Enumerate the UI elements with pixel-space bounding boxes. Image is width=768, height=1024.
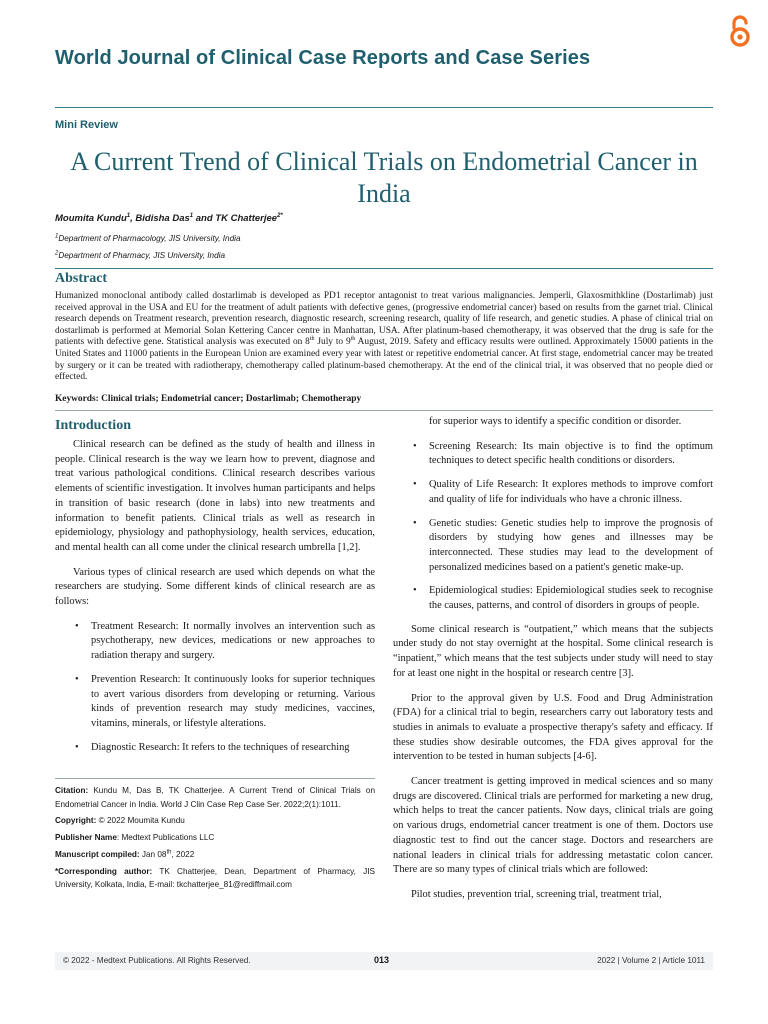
abstract-text — [55, 291, 713, 384]
publisher-text: : Medtext Publications LLC — [116, 833, 215, 843]
author-separator: and — [193, 213, 216, 224]
affiliation — [55, 251, 225, 260]
left-column — [55, 418, 375, 764]
abstract-text-part: July to 9 — [314, 337, 351, 348]
list-item: • Prevention Research: It continuously looks for superior techniques to avert various disorders from developing or returning. Various kinds of prevention research may study medicines, vaccines, vitamins, minerals, or lifestyle alterations. — [55, 673, 375, 732]
list-item: • Diagnostic Research: It refers to the techniques of researching — [55, 741, 375, 756]
citation-box — [55, 784, 375, 895]
ordinal-suffix: th — [166, 849, 172, 856]
affiliation-text: Department of Pharmacy, JIS University, India — [58, 251, 226, 260]
corresponding-text: TK Chatterjee, Dean, Department of Pharmacy, JIS University, Kolkata, India, E-mail: tkchatterjee_81@rediffmail.com — [55, 866, 375, 890]
citation-label: Citation: — [55, 786, 89, 795]
article-title: A Current Trend of Clinical Trials on Endometrial Cancer in India — [70, 147, 698, 208]
copyright — [55, 814, 375, 828]
citation — [55, 784, 375, 811]
list-item: • Screening Research: Its main objective is to find the optimum techniques to detect specific health conditions or disorders. — [393, 440, 713, 469]
ordinal-suffix: th — [309, 336, 315, 343]
ordinal-suffix: th — [350, 336, 356, 343]
affiliation-mark: 2 — [55, 250, 59, 257]
author-affiliation-mark: 1 — [126, 212, 131, 219]
manuscript-label: Manuscript compiled: — [55, 849, 140, 859]
right-column — [393, 415, 713, 913]
author-affiliation-mark: 2* — [277, 212, 283, 219]
list-item: • Quality of Life Research: It explores methods to improve comfort and quality of life for individuals who have a chronic illness. — [393, 478, 713, 507]
abstract-text-part: August, 2019. Safety and efficacy results were outlined. Approximately 15000 patients in the United States and 11000 patients in the European Union are examined every year with latest or repetitive endometrial cancer. At first stage, endometrial cancer may be treated by surgery or it can be treated with radiotherapy, chemotherapy called platinum-based chemotherapy. At the end of the clinical trial, it was observed that no people died or effected. — [55, 337, 713, 383]
citation-text: Kundu M, Das B, TK Chatterjee. A Current Trend of Clinical Trials on Endometrial Cancer in India. World J Clin Case Rep Case Ser. 2022;2(1):1011. — [55, 786, 375, 809]
manuscript-compiled — [55, 848, 375, 862]
affiliation-mark: 1 — [55, 233, 59, 240]
manuscript-date: Jan 08 — [139, 849, 167, 859]
citation-divider — [55, 778, 375, 779]
abstract-heading: Abstract — [55, 271, 108, 286]
list-item-continuation: for superior ways to identify a specific condition or disorder. — [429, 416, 682, 427]
author-name: Bidisha Das — [135, 213, 190, 224]
list-item: • Genetic studies: Genetic studies help to improve the prognosis of disorders by studying how genes and illnesses may be interconnected. These studies may lead to the development of personalized medicines based on a patient's genetic make-up. — [393, 517, 713, 576]
affiliation — [55, 234, 241, 243]
body-paragraph: Some clinical research is “outpatient,” which means that the subjects under study do not stay overnight at the hospital. Some clinical research is “inpatient,” which means that the test subjects under study will need to stay for at least one night in the hospital or research centre [3]. — [393, 623, 713, 679]
article-type: Mini Review — [55, 119, 118, 131]
author-affiliation-mark: 1 — [189, 212, 194, 219]
page-footer — [55, 952, 713, 970]
manuscript-date-year: , 2022 — [171, 849, 195, 859]
abstract-text-part: Humanized monoclonal antibody called dostarlimab is developed as PD1 receptor antagonist to treat various malignancies. Jemperli, Glaxosmithkline (Dostarlimab) just received approval in the USA and EU for the treatment of adult patients with defective genes, (progressive endometrial cancer) based on results from the garnet trial. Clinical research depends on Treatment research, prevention research, diagnostic research, screening research, quality of life research, and genetic studies. A phase of clinical trial on dostarlimab is performed at Memorial Solan Kettering Cancer centre in Manhattan, USA. After platinum-based chemotherapy, it was observed that the drug is safe for the patients with defective gene. Statistical analysis was executed on 8 — [55, 291, 713, 348]
footer-copyright: © 2022 - Medtext Publications. All Rights Reserved. — [63, 956, 251, 965]
introduction-heading: Introduction — [55, 418, 131, 433]
research-types-list — [55, 620, 375, 756]
body-paragraph: Cancer treatment is getting improved in medical sciences and so many drugs are discovered. Clinical trials are performed for marketing a new drug, which helps to treat the cancer patients. Now days, clinical trials are going on various drugs, endometrial cancer treatment is one of them. Doctors use diagnostic test to find out the cancer stage. Doctors and researchers are national leaders in clinical trials for addressing metastatic colon cancer. There are so many types of clinical trials which are followed: — [393, 776, 713, 876]
copyright-label: Copyright: — [55, 816, 97, 826]
affiliation-text: Department of Pharmacology, JIS University, India — [58, 234, 241, 243]
body-paragraph: Prior to the approval given by U.S. Food and Drug Administration (FDA) for a clinical trial to begin, researchers carry out laboratory tests and studies in animals to evaluate a prospective therapy's safety and efficacy. If these studies show desirable outcomes, the FDA gives approval for the intervention to be tested in human subjects [4-6]. — [393, 692, 713, 763]
author-name: TK Chatterjee — [215, 213, 278, 224]
journal-title: World Journal of Clinical Case Reports and Case Series — [55, 47, 591, 69]
author-list — [55, 213, 283, 224]
publisher-label: Publisher Name — [55, 833, 117, 843]
research-types-list-continued — [393, 440, 713, 614]
author-name: Moumita Kundu — [55, 213, 127, 224]
body-paragraph: Clinical research can be defined as the study of health and illness in people. Clinical research is the way we learn how to prevent, diagnose and treat various pathological conditions. Clinical research describes various elements of scientific investigation. It involves human participants and helps in transition of basic research (done in labs) into new treatments and information to benefit patients. Clinical trials as well as research in epidemiology, physiology and pathophysiology, health services, education, and mental health can all come under the clinical research umbrella [1,2]. — [55, 439, 375, 553]
body-paragraph: Pilot studies, prevention trial, screening trial, treatment trial, — [411, 888, 662, 900]
corresponding-label: *Corresponding author: — [55, 866, 153, 876]
body-paragraph: Various types of clinical research are used which depends on what the researchers are studying. Some different kinds of clinical research are as follows: — [55, 566, 375, 608]
corresponding-author — [55, 865, 375, 892]
header-divider — [55, 107, 713, 108]
open-access-icon — [726, 14, 754, 48]
page-number: 013 — [374, 955, 390, 965]
publisher — [55, 831, 375, 845]
copyright-text: © 2022 Moumita Kundu — [96, 816, 185, 826]
keywords-divider — [55, 410, 713, 411]
keywords: Keywords: Clinical trials; Endometrial cancer; Dostarlimab; Chemotherapy — [55, 394, 362, 404]
footer-volume-info: 2022 | Volume 2 | Article 1011 — [597, 956, 705, 965]
abstract-divider — [55, 268, 713, 269]
list-item: • Treatment Research: It normally involves an intervention such as psychotherapy, new devices, medications or new approaches to radiation therapy and surgery. — [55, 620, 375, 664]
author-separator: , — [130, 213, 136, 224]
list-item: • Epidemiological studies: Epidemiological studies seek to recognise the causes, patterns, and control of disorders in groups of people. — [393, 584, 713, 613]
